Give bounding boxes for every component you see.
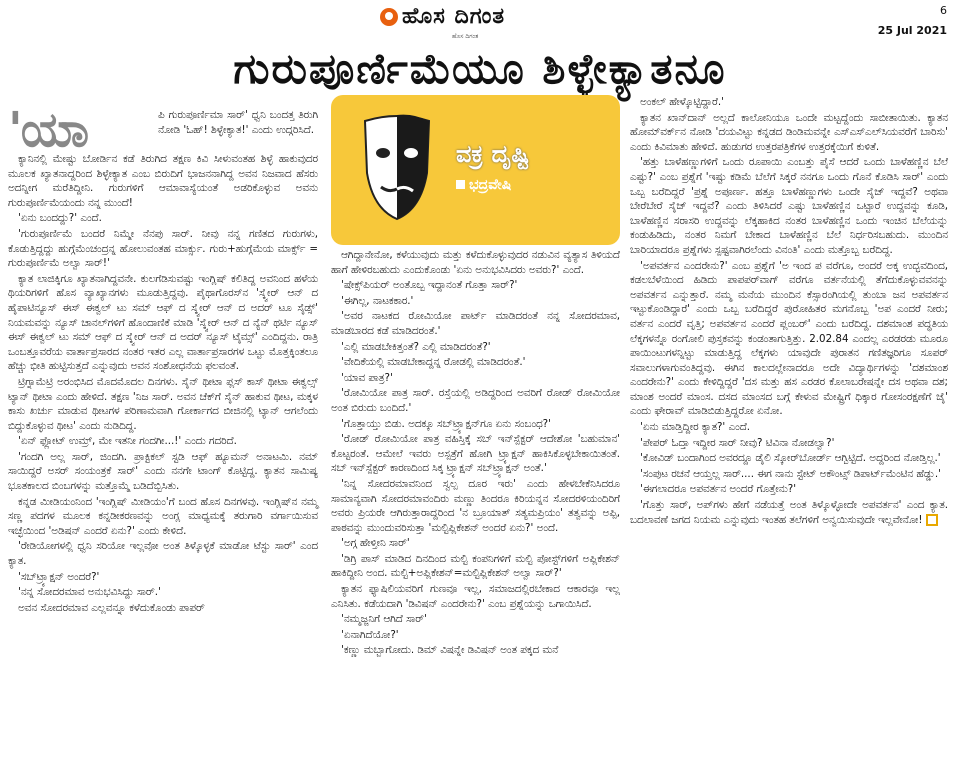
article-headline: ಗುರುಪೂರ್ಣಿಮೆಯೂ ಶಿಳ್ಳೇಕ್ಯಾತನೂ: [233, 44, 727, 93]
paragraph: 'ಅವರ ನಾಟಕದ ರೋಮಿಯೋ ಪಾರ್ಟ್ ಮಾಡಿದರಂತೆ ನನ್ನ ಸೋದರಮಾವ, ಮಾಡಬಾರದ ಕಡೆ ಮಾಡಿದರಂತೆ.': [331, 310, 620, 337]
paragraph: 'ಈಗಲಾದರೂ ಅಪವರ್ತನ ಅಂದರೆ ಗೊತ್ತೇನು?': [640, 483, 797, 496]
column-author: [456, 177, 511, 193]
article-intro: ಪಿ ಗುರುಪೂರ್ಣಿಮಾ ಸಾರ್' ಧ್ವನಿ ಬಂದತ್ತ ತಿರುಗಿ ನೋಡಿ 'ಓಹ್! ಶಿಳ್ಳೇಕ್ಯಾತ!' ಎಂದು ಉದ್ಗರಿಸಿದೆ.: [158, 109, 318, 136]
paragraph: 'ಏನಾಗಿದೆಯೋ?': [341, 628, 399, 641]
author-bullet-icon: [456, 180, 465, 189]
newspaper-logo: [380, 4, 505, 29]
column-name: ವಕ್ರ ದೃಷ್ಟಿ: [456, 140, 530, 168]
paragraph: 'ಈಗಿಲ್ಲ, ನಾಟಕಕಾರ.': [341, 294, 414, 307]
paragraph: ಆಗಿದ್ದಾನೇನೋ, ಕಳೆಯುವುದು ಮತ್ತು ಕಳೆದುಕೊಳ್ಳುವುದರ ನಡುವಿನ ವ್ಯತ್ಯಾಸ ತಿಳಿಯದೆ ಹಾಗೆ ಹೇಳಿರಬಹುದು ಎಂದುಕೊಂಡು 'ಏನು ಅನುಭವಿಸಿದರು ಅವರು?' ಎಂದೆ.: [331, 249, 620, 276]
paragraph: 'ಎಲ್ಲಿ ಮಾಡಬೇಕಿತ್ತಂತೆ? ಎಲ್ಲಿ ಮಾಡಿದರಂತೆ?': [341, 340, 491, 353]
article-column-3: [630, 95, 948, 528]
column-author-name: ಭದ್ರವೇಷಿ: [469, 177, 512, 193]
paragraph: 'ಡಿಗ್ರಿ ಪಾಸ್ ಮಾಡಿದ ದಿನದಿಂದ ಮಲ್ಟಿ ಕಂಪನಿಗಳಿಗೆ ಮಲ್ಟಿ ಪೋಸ್ಟ್‌ಗಳಿಗೆ ಅಪ್ಲಿಕೇಶನ್ ಹಾಕಿದ್ದೀನಿ ಅಂದ. ಮಲ್ಟಿ+ಅಪ್ಲಿಕೇಶನ್=ಮಲ್ಟಿಪ್ಲಿಕೇಶನ್ ಅಲ್ವಾ ಸಾರ್?': [331, 552, 620, 580]
end-mark-icon: [926, 514, 938, 526]
paragraph: 'ಯಾವ ಪಾತ್ರ?': [341, 371, 393, 384]
paragraph: 'ನಿನ್ನ ಸೋದರಮಾವನಿಂದ ಸ್ವಲ್ಪ ದೂರ ಇರು' ಎಂದು ಹೇಳಬೇಕೆನಿಸಿದರೂ ಸಾಮಾನ್ಯವಾಗಿ ಸೋದರಮಾವಂದಿರು ಮಣ್ಣು ತಿಂದರೂ ಕಿರಿಯನ್ನನ ಸೋದರಳಿಯಂದಿರಿಗೆ ಅವರು ಪ್ರಿಯರೇ ಆಗಿರುತ್ತಾರಾದ್ದರಿಂದ 'ನ ಬ್ರೂಯಾತ್ ಸತ್ಯಮಪ್ರಿಯಂ' ತತ್ವವನ್ನು ಅಪ್ಪಿ, ಪಾಠವನ್ನು ಮುಂದುವರಿಸುತ್ತಾ 'ಮಲ್ಟಿಪ್ಲಿಕೇಶನ್ ಅಂದರೆ ಏನು?' ಅಂದೆ.: [331, 477, 620, 534]
masthead: [0, 0, 957, 44]
paragraph: 'ನನ್ನ ಸೋದರಮಾವ ಅನುಭವಿಸಿದ್ದು ಸಾರ್.': [18, 586, 161, 599]
paragraph: ಕ್ಯಾತನ ಫ್ಯಾಷಿಲಿಯವರಿಗೆ ಗುಣವೂ ಇಲ್ಲ, ಸಮಾಜದಲ್ಲಿರಬೇಕಾದ ಆಕಾರವೂ ಇಲ್ಲ ಎನಿಸಿತು. ಕಡೆಯದಾಗಿ 'ಡಿವಿಷನ್ ಎಂದರೇನು?' ಎಂಬ ಪ್ರಶ್ನೆಯನ್ನು ಒಗಾಯಿಸಿದೆ.: [331, 583, 620, 610]
paragraph: 'ನಮ್ಮಜ್ಜನಿಗೆ ಆಗಿದೆ ಸಾರ್': [341, 613, 427, 626]
paragraph: 'ಅಗ್ಗ ಹೇಳ್ತೀನಿ ಸಾರ್': [341, 537, 410, 550]
page-date: 25 Jul 2021: [877, 24, 947, 37]
paragraph: 'ಏನು ಬಂದದ್ದು?' ಎಂದೆ.: [18, 212, 102, 225]
paragraph: 'ಗಂದಗಿ ಅಲ್ಲ ಸಾರ್, ಜಿಂದಗಿ. ಪ್ರಾಕ್ಟಿಕಲ್ ಸ್ಟಡಿ ಆಫ್ ಹ್ಯೂಮನ್ ಅನಾಟಮಿ. ನಮ್ ಸಾಯಿದ್ದರೆ ಅಸರ್ ಸಂಯಂತ್ರಕೆ ಸಾರ್' ಎಂದು ನನಗೇ ಟಾಂಗ್ ಕೊಟ್ಟಿದ್ದ. ಕ್ಯಾತನ ಸಾಮಿಷ್ಯ ಭೂತಕಾಲದ ಬಿಂಬಗಳನ್ನು ಮತ್ತೊಮ್ಮೆ ಬಡಿದೆಬ್ಬಿಸಿತು.: [8, 450, 318, 493]
dropcap: 'ಯಾ: [8, 102, 88, 158]
theatre-mask-icon: [361, 113, 433, 223]
paragraph: 'ಗೊತ್ತಾಯ್ತು ಬಿಡು. ಅದಕ್ಕೂ ಸಬ್‌ಟ್ರ್ಯಾಕ್ಷನ್‌ಗೂ ಏನು ಸಂಬಂಧ?': [341, 417, 551, 430]
article-column-1: [8, 152, 318, 616]
paragraph: 'ಸಬ್‌ಟ್ರ್ಯಾಕ್ಷನ್ ಅಂದರೆ?': [18, 570, 100, 583]
paragraph: ಟ್ರಿಗ್ನಾಮೆಟ್ರಿ ಅರಂಭಿಸಿದ ಮೊದಮೊದಲ ದಿನಗಳು. ಸೈನ್ ಥೀಟಾ ಪ್ಲಸ್ ಕಾಸ್ ಥೀಟಾ ಈಕ್ವಲ್ಸ್ ಟ್ಯಾನ್ ಥೀಟಾ ಎಂದು ಹೇಳಿದೆ. ತಕ್ಷಣ 'ನಿಜ ಸಾರ್. ಅವನ ಚೆಕ್‌ಗೆ ಸೈನ್ ಹಾಕುವ ಥೀಟ, ಮಕ್ಕಳ ಕಾಸು ಖರ್ಚು ಮಾಡುವ ಥೀಟಗಳ ಪರಿಣಾಮವಾಗಿ ಗೋರ್ಕಾಗದ ಬೀಜಿನಲ್ಲಿ ಟ್ಯಾನ್ ಆಗಲೆಂದು ಬಿದ್ದುಕೊಳ್ಳುವ ಥೀಟ' ಎಂದು ನುಡಿದಿದ್ದ.: [8, 375, 318, 432]
paragraph: 'ಅಪವರ್ತನ ಎಂದರೇನು?' ಎಂಬ ಪ್ರಶ್ನೆಗೆ 'ಅ ಇಂದ ಪ ವರೆಗೂ, ಅಂದರೆ ಅಕ್ಕ ಉದ್ಭವದಿಂದ, ಕಡಲಬೆಳೆಯಿಂದ ಹಿಡಿದು ಪಾಪಪರ್‌ವಾಗ್ ವರೆಗೂ ವರ್ತನೆಯಲ್ಲಿ ತೆಗೆದುಕೊಳ್ಳುವವನನ್ನು ಅಪವರ್ತನ ಎನ್ನುತ್ತಾರೆ. ನಮ್ಮ ಮನೆಯ ಮುಂದಿನ ಕೆಸ್ಸಾರಂಗಿಯಲ್ಲಿ ತುಂಬಾ ಜನ ಅಪವರ್ತನ ಇಟ್ಟುಕೊಂಡಿದ್ದಾರೆ' ಎಂದು ಒಬ್ಬ ಬರೆದಿದ್ದರೆ ಪುರೋಹಿತರ ಮಗನೊಬ್ಬ 'ಅಪ ಎಂದರೆ ನೀರು; ವರ್ತನ ಎಂದರೆ ವೃತ್ತಿ; ಅಪವರ್ತನ ಎಂದರೆ ಪ್ಲಂಬರ್' ಎಂದು ಬರೆದಿದ್ದ. ದಶಮಾಂಶ ಪದ್ಧತಿಯ ಲೆಕ್ಕಗಳನ್ನೊ ರಂಗೋಲಿ ಪುಸ್ತಕವನ್ನು ಕಂಡಂತಾಗುತ್ತಿತ್ತು. 2.02.84 ಎಂದಲ್ಲ ಎರಡರಡು ಮೂರೂ ಪಾಯಿಂಟುಗಳನ್ನಿಟ್ಟು ಮಾಡುತ್ತಿದ್ದ ಲೆಕ್ಕಗಳು ಯಾವುದೇ ಪುರಾತನ ಗಣಿತಜ್ಞರಿಗೂ ಸೂಪರ್ ಸವಾಲುಗಳಾಗುವಂತಿದ್ದವು. ಈಗಿನ ಕಾಲದಲ್ಲೇನಾದರೂ ಅದೇ ವಿದ್ಯಾರ್ಥಿಗಳನ್ನು 'ದಶಮಾಂಶ ಎಂದರೇನು?' ಎಂದು ಕೇಳಿದ್ದಿದ್ದರೆ 'ದಸ ಮತ್ತು ಹಸ ಎರಡರ ಕೊಲಾಬರೇಷನ್ನೇ ದಸ ಅಥವಾ ದಶ; ಮಾಂಶ ಅಂದರೆ ಮಾಂಸ. ದಸದ ಮಾಂಸದ ಬಗ್ಗೆ ಕೇಳುವ ಮೇಷ್ಟ್ರಿಗೆ ಧಿಕ್ಕಾರ ಗೋಸಂರಕ್ಷಣೆಗೆ ಜೈ' ಎಂದು ಘೇರಾವ್ ಮಾಡಿಬಿಡುತ್ತಿದ್ದರೋ ಏನೋ.: [630, 259, 948, 418]
paragraph: 'ಗೊತ್ತು ಸಾರ್, ಅಪ್‌ಗಳು ಹೇಗೆ ನಡೆಯತ್ತೆ ಅಂತ ತಿಳ್ಕೊಳ್ಳೋದೇ ಅಪವರ್ತನ' ಎಂದ ಕ್ಯಾತ. ಬದಲಾವಣೆ ಜಗದ ನಿಯಮ ಎನ್ನುವುದು ಇಂತಹ ತಲೆಗಳಿಗೆ ಅನ್ವಯಿಸುವುದೇ ಇಲ್ಲವೇನೋ!: [630, 499, 948, 526]
column-feature-box: [331, 95, 620, 245]
paragraph: ಕ್ಯಾನಿನಲ್ಲಿ ಮೇಷ್ಟು ಬೋರ್ಡಿನ ಕಡೆ ತಿರುಗಿದ ತಕ್ಷಣ ಕಿವಿ ಸೀಳುವಂತಹ ಶಿಳ್ಳೆ ಹಾಕುವುದರ ಮೂಲಕ ಖ್ಯಾತನಾದ್ದರಿಂದ ಶಿಳ್ಳೇಕ್ಯಾತ ಎಂಬ ಬಿರುದಿಗೆ ಭಾಜನನಾಗಿದ್ದ ಅವನ ನಿಜವಾದ ಹೆಸರು ಅದನ್ನೀಗ ಮರೆತಿದ್ದೀನಿ. ಗುರುಗಳಿಗೆ ಆಮಾವಾಸ್ಯೆಯಂತೆ ಅಡರಿಕೊಳ್ಳುವ ಅವನು ಗುರುಪೂರ್ಣಿಮೆಯಂದು ನನ್ನ ಮುಂದೆ!: [8, 153, 318, 209]
paragraph: 'ರೇಡಿಯೋಗಳಲ್ಲಿ ಧ್ವನಿ ಸರಿಯೋ ಇಲ್ಲವೋ ಅಂತ ತಿಳ್ಕೊಳ್ಳಕೆ ಮಾಡೋ ಟೆಸ್ಟು ಸಾರ್' ಎಂದ ಕ್ಯಾತ.: [8, 540, 318, 568]
paragraph: 'ಕೋವಿಡ್ ಬಂದಾಗಿಂದ ಅವರದ್ದೂ ಡೈಲಿ ಸ್ಕೋರ್‌ಬೋರ್ಡ್ ಆಗ್ಬಿಟ್ಟಿದೆ. ಅದ್ದರಿಂದ ನೋಡ್ತಿಲ್ಲ.': [640, 452, 941, 465]
page-number: 6: [940, 4, 947, 17]
logo-text: ಹೊಸ ದಿಗಂತ: [402, 4, 506, 29]
logo-icon: [380, 8, 398, 26]
paragraph: 'ಏನ್ ಫ್ಲೋಟ್ ಉಮ್ರ್, ಮೇ ಇತನೀ ಗಂದಗೀ...!' ಎಂದು ಗದರಿದೆ.: [18, 435, 237, 448]
paragraph: ಕ್ಯಾತನ ಖಾನ್‌ದಾನ್ ಅಲ್ಲದೆ ಕಾಲೋನಿಯೂ ಒಂದೇ ಮಟ್ಟದ್ದೆಂದು ಸಾಬೀತಾಯಿತು. ಕ್ಯಾತನ ಹೋಮ್‌ವರ್ಕ್‌ನ ನೋಡಿ 'ದಯವಿಟ್ಟು ಕನ್ನಡದ ಡಿಂಡಿಮವನ್ನೇ ಎಸ್‌ಎಸ್‌ಎಲ್‌ಸಿಯವರೆಗೆ ಬಾರಿಸು' ಎಂದು ಕಿವಿಮಾತು ಹೇಳಿದೆ. ಹುಡುಗರ ಉತ್ತರಪತ್ರಿಕೆಗಳ ಉತ್ತರಕ್ಕೆಯಿಗೆ ಕುಳಿತೆ.: [630, 111, 948, 153]
paragraph: 'ಪೇಪರ್ ಓದ್ತಾ ಇದ್ದೀರ ಸಾರ್ ನೀವು? ಟಿವಿನಾ ನೋಡಲ್ವಾ?': [640, 436, 835, 449]
paragraph: 'ಕಣ್ಣು ಮಬ್ಬಾಗೋದು. ಡಿಮ್ ವಿಷನ್ನೇ ಡಿವಿಷನ್ ಅಂತ ಪಕ್ಕದ ಮನೆ: [341, 644, 559, 657]
logo-tagline: ಹೊಸ ದಿಗಂತ: [452, 33, 479, 40]
paragraph: ಕ್ಯಾತ ಲಾಜಿಕ್ಕಿಗೂ ಖ್ಯಾತನಾಗಿದ್ದವನೇ. ಕುಲಗೆಡಿಸುವಷ್ಟು ಇಂಗ್ಲಿಷ್ ಕಲಿತಿದ್ದ ಅವನಿಂದ ಹಳೆಯ ಥಿಯರಿಗಳಿಗೆ ಹೊಸ ವ್ಯಾಖ್ಯಾನಗಳು ಮೂಡುತ್ತಿದ್ದವು. ಪೈಥಾಗೊರಸ್‌ನ 'ಸ್ಕ್ವೇರ್ ಆನ್ ದ ಹೈಪಾಟಿನ್ಯೂಸ್ ಈಸ್ ಈಕ್ವಲ್ ಟು ಸಮ್ ಆಫ್ ದ ಸ್ಕ್ವೇರ್ ಆನ್ ದ ಅದರ್ ಟೂ ಸೈಡ್ಸ್' ನಿಯಮವನ್ನು ನ್ಯೂಸ್ ಚಾನಲ್‌ಗಳಿಗೆ ಹೊಂದಾಣಿಕೆ ಮಾಡಿ 'ಸ್ಕ್ವೇರ್ ಆನ್ ದ ನ್ಯೆನ್ ಥರ್ಟಿ ನ್ಯೂಸ್ ಈಸ್ ಈಕ್ವಲ್ ಟು ಸಮ್ ಆಫ್ ದ ಸ್ಕ್ವೇರ್ ಆನ್ ದ ಅದರ್ ನ್ಯೂಸ್ ಟೈಮ್ಸ್' ಎಂದಿದ್ದನು. ರಾತ್ರಿ ಒಂಬತ್ತೂವರೆಯ ವಾರ್ತಾಪ್ರಸಾರದ ನಂತರ ಇತರ ಎಲ್ಲ ವಾರ್ತಾಪ್ರಸಾರಗಳ ಒಟ್ಟು ಮೊತ್ತಕ್ಕಿಂತಲೂ ಹೆಚ್ಚು ಭೀತಿ ಹುಟ್ಟಿಸುತ್ತದೆ ಎನ್ನುವುದು ಅವನ ಸಂಶೋಧನೆಯ ಫಲವಂತೆ.: [8, 272, 318, 373]
paragraph: 'ಗುರುಪೂರ್ಣಿಮೆ ಬಂದರೆ ನಿಮ್ಮೇ ನೆನಪು ಸಾರ್. ನೀವು ನನ್ನ ಗಣಿತದ ಗುರುಗಳು, ಕೊಡುತ್ತಿದ್ದದ್ದು ಹುಗ್ಗೆಮೆಂಚಂದ್ರನ್ನ ಹೋಲುವಂತಹ ಮಾರ್ಕ್ಸು. ಗುರು+ಹುಗ್ಗೆಮೆಯ ಮಾರ್ಕ್ಸ್ = ಗುರುಪೂರ್ಣಿಮೆ ಅಲ್ವಾ ಸಾರ್!': [8, 227, 318, 270]
paragraph: ಅವನ ಸೋದರಮಾವ ಎಲ್ಲವನ್ನೂ ಕಳೆದುಕೊಂಡು ಪಾಪರ್: [18, 601, 205, 614]
paragraph: 'ಷೇಕ್ಸ್‌ಪಿಯರ್ ಅಂತೊಬ್ಬ ಇದ್ದಾನಂತೆ ಗೊತ್ತಾ ಸಾರ್?': [341, 279, 518, 292]
paragraph: 'ರೋಡ್ ರೋಮಿಯೋ ಪಾತ್ರ ವಹಿಸ್ತಿಕ್ಕೆ ಸಬ್ ಇನ್‌ಸ್ಪೆಕ್ಟರ್ ಆದೇಶೋ 'ಬಹುಮಾನ' ಕೊಟ್ಟರಂತೆ. ಆಮೇಲೆ ಇವರು ಅಸ್ಪತ್ರೆಗೆ ಹೋಗಿ ಟ್ರ್ಯಾಕ್ಷನ್ ಹಾಕಿಸಿಕೊಳ್ಳಬೇಕಾಯಿತಂತೆ. ಸಬ್ ಇನ್‌ಸ್ಪೆಕ್ಟರ್ ಕಾರಣದಿಂದ ಸಿಕ್ಕ ಟ್ರ್ಯಾಕ್ಷನ್ ಸಬ್‌ಟ್ರ್ಯಾಕ್ಷನ್ ಅಂತೆ.': [331, 433, 620, 475]
article-column-2: [331, 248, 620, 659]
paragraph: 'ಸಂಪುಟ ರಚನೆ ಆಯ್ತಲ್ಲ ಸಾರ್.... ಈಗ ನಾನು ಸ್ಟೇಟ್ ಅಕೌಂಟ್ಸ್ ಡಿಪಾರ್ಟ್‌ಮೆಂಟಿನ ಹೆಡ್ಡು.': [640, 467, 942, 480]
paragraph: 'ಹತ್ತು ಬಾಳೆಹಣ್ಣುಗಳಿಗೆ ಒಂದು ರೂಪಾಯಿ ಎಂಬತ್ತು ಪೈಸೆ ಆದರೆ ಒಂದು ಬಾಳೆಹಣ್ಣಿನ ಬೆಲೆ ಎಷ್ಟು?' ಎಂಬ ಪ್ರಶ್ನೆಗೆ 'ಇಷ್ಟು ಕಡಿಮೆ ಬೆಲೆಗೆ ಸಿಕ್ಕರೆ ನನಗೂ ಒಂದು ಗೊನೆ ಕೊಡಿಸಿ ಸಾರ್' ಎಂದು ಒಬ್ಬ ಬರೆದಿದ್ದರೆ 'ಪ್ರಶ್ನೆ ಅಪೂರ್ಣ. ಹತ್ತೂ ಬಾಳೆಹಣ್ಣುಗಳು ಒಂದೇ ಸೈಜ್ ಇದ್ದವೆ? ಅಥವಾ ಬೇರೆಬೇರೆ ಸೈಜ್ ಇದ್ದವೆ? ಎಂದು ತಿಳಿಸಿದರೆ ಎಷ್ಟು ಬಾಳೆಹಣ್ಣಿನ ಒಟ್ಟಾರೆ ಉದ್ದವನ್ನು ಕೂಡಿ, ಬಾಳೆಹಣ್ಣಿನ ಸರಾಸರಿ ಉದ್ದವನ್ನು ಲೆಕ್ಕಹಾಕಿದ ನಂತರ ಬಾಳೆಹಣ್ಣಿನ ಒಂದು ಇಂಚಿನ ಬೆಲೆಯನ್ನು ಕಂಡುಹಿಡಿದು, ನಂತರ ನಿಮಗೆ ಬೇಕಾದ ಬಾಳೆಹಣ್ಣಿನ ಬೆಲೆ ನಿರ್ಧರಿಸಬಹುದು. ಮುಂದಿನ ಬಾರಿಯಾದರೂ ಪ್ರಶ್ನೆಗಳು ಸ್ಪಷ್ಟವಾಗಿರಲೆಂದು ವಿನಂತಿ' ಎಂದು ಮತ್ತೊಬ್ಬ ಬರೆದಿದ್ದ.: [630, 156, 948, 256]
paragraph: 'ರೋಮಿಯೋ ಪಾತ್ರ ಸಾರ್. ರಸ್ತೆಯಲ್ಲಿ ಅಡಿದ್ದರಿಂದ ಅವರಿಗೆ ರೋಡ್ ರೋಮಿಯೋ ಅಂತ ಬಿರುದು ಬಂದಿದೆ.': [331, 387, 620, 414]
paragraph: 'ಏನು ಮಾಡ್ತಿದ್ದೀರ ಕ್ಯಾತ?' ಎಂದೆ.: [640, 421, 751, 434]
paragraph: ಅಂಕಲ್ ಹೇಳ್ಕೊಟ್ಟಿದ್ದಾರೆ.': [640, 96, 724, 108]
paragraph: 'ವೇದಿಕೆಯಲ್ಲಿ ಮಾಡಬೇಕಾದ್ದನ್ನ ರೋಡಲ್ಲಿ ಮಾಡಿದರಂತೆ.': [341, 356, 526, 369]
paragraph: ಕನ್ನಡ ಮೀಡಿಯಂನಿಂದ 'ಇಂಗ್ಲಿಷ್ ಮೀಡಿಯಂ'ಗೆ ಬಂದ ಹೊಸ ದಿನಗಳವು. ಇಂಗ್ಲಿಷ್‌ನ ನಮ್ಮ ಸಣ್ಣ ಪದಗಳ ಮೂಲಕ ಕನ್ನಡೀಕರಣವನ್ನು ಅಂಗ್ಲ ಮಾಧ್ಯಮಕ್ಕೆ ತರುಗಾರಿ ವರ್ಗಾಯಿಸುವ ಇಚ್ಛೆಯಿಂದ 'ಅಡಿಷನ್ ಎಂದರೆ ಏನು?' ಎಂದು ಕೇಳಿದೆ.: [8, 495, 318, 537]
